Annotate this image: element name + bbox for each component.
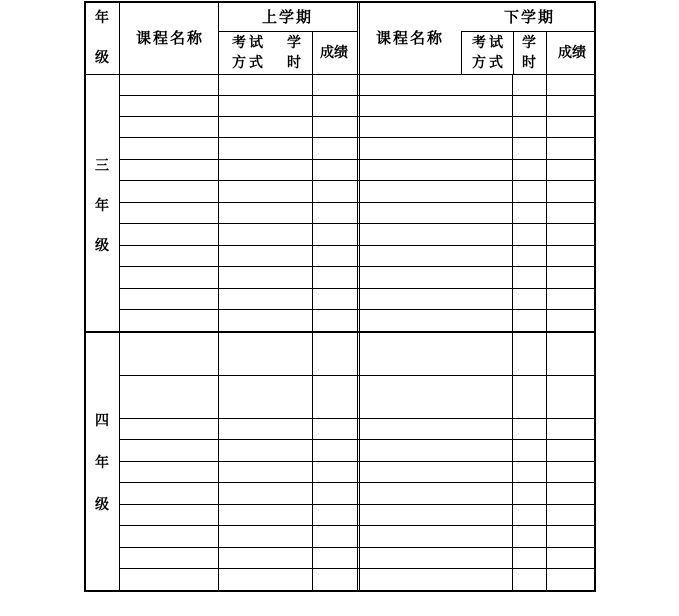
header-divider: [84, 74, 596, 75]
term1-underline: [218, 31, 358, 32]
row-line: [119, 95, 596, 96]
exam-method-right-line2: 方式: [472, 55, 506, 71]
grade-header-top: 年: [95, 10, 109, 26]
row-line: [119, 547, 596, 548]
col-line-exam-right: [513, 31, 514, 75]
col-line-course-right-top: [461, 31, 462, 75]
row-line: [119, 504, 596, 505]
grade3-char-1: 三: [95, 158, 109, 174]
row-line: [119, 439, 596, 440]
row-line: [119, 309, 596, 310]
grade4-char-1: 四: [95, 413, 109, 429]
row-line: [119, 568, 596, 569]
row-line: [119, 375, 596, 376]
row-line: [119, 180, 596, 181]
exam-method-left-line1: 考试: [232, 35, 266, 51]
hours-right-line2: 时: [522, 55, 536, 71]
row-line: [119, 202, 596, 203]
row-line: [119, 245, 596, 246]
course-name-header-right: 课程名称: [376, 29, 445, 47]
hours-right-line1: 学: [522, 35, 536, 51]
grade4-char-3: 级: [95, 497, 109, 513]
row-line: [119, 223, 596, 224]
row-line: [119, 116, 596, 117]
row-line: [119, 266, 596, 267]
row-line: [119, 482, 596, 483]
table-border-bottom: [84, 590, 596, 592]
score-right-header: 成绩: [558, 45, 586, 61]
row-line: [119, 418, 596, 419]
grade3-char-2: 年: [95, 198, 109, 214]
col-line-course-right: [512, 74, 513, 592]
col-line-course-left-top: [218, 1, 219, 31]
exam-method-right-line1: 考试: [472, 35, 506, 51]
row-line: [119, 525, 596, 526]
term2-underline: [461, 31, 596, 32]
term2-header: 下学期: [504, 8, 556, 26]
row-line: [119, 137, 596, 138]
row-line: [119, 461, 596, 462]
course-name-header-left: 课程名称: [136, 29, 205, 47]
grade4-char-2: 年: [95, 455, 109, 471]
score-left-header: 成绩: [320, 45, 348, 61]
row-line: [119, 159, 596, 160]
hours-left-line2: 时: [287, 55, 301, 71]
term1-header: 上学期: [262, 8, 314, 26]
hours-left-line1: 学: [287, 35, 301, 51]
row-line: [119, 288, 596, 289]
grade3-char-3: 级: [95, 238, 109, 254]
grade-section-divider: [84, 331, 596, 333]
exam-method-left-line2: 方式: [232, 55, 266, 71]
table-border-top: [84, 1, 596, 3]
table-border-left: [84, 1, 86, 592]
grade-header-bottom: 级: [95, 50, 109, 66]
